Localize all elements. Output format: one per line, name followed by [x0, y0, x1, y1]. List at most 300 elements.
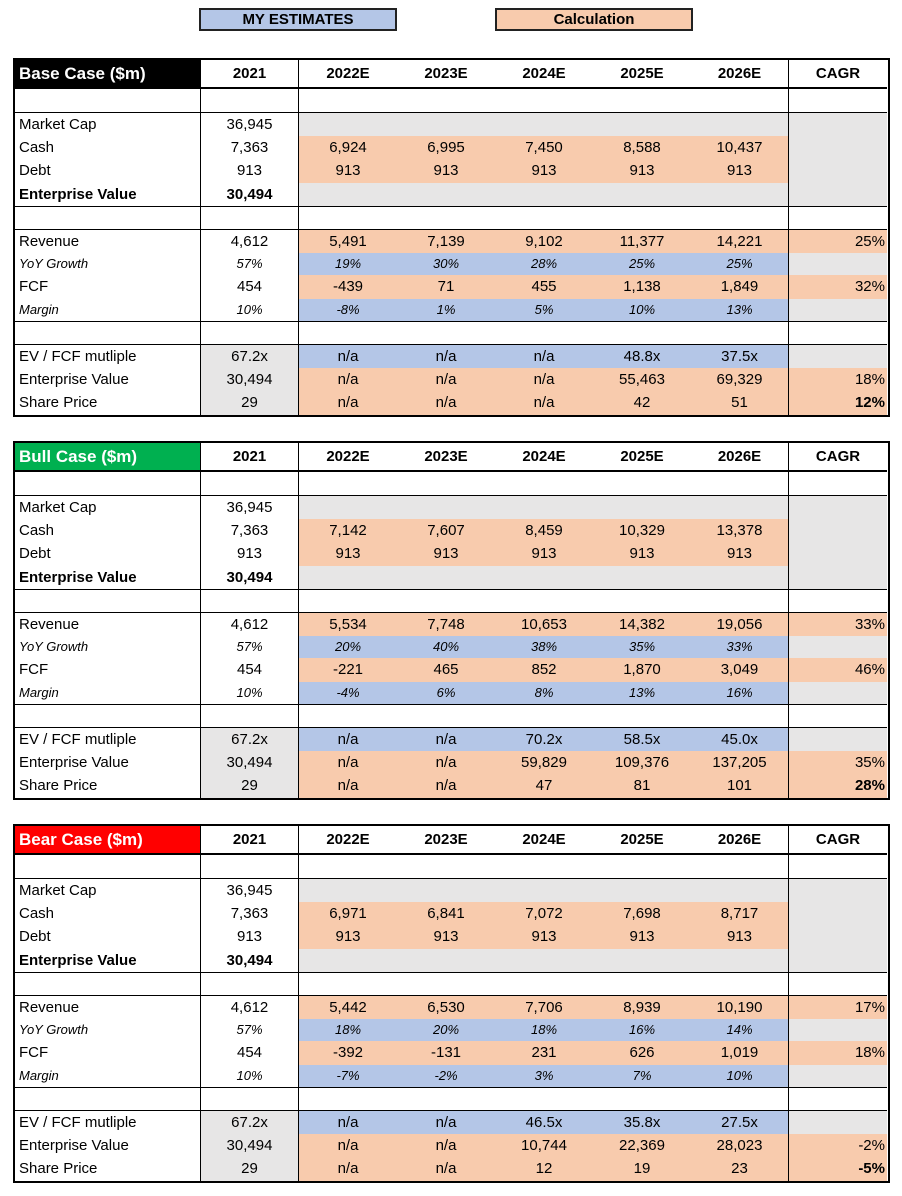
market-cap-label: Market Cap: [15, 495, 201, 519]
revenue-value: 8,939: [593, 995, 691, 1019]
market-cap-value: [593, 878, 691, 902]
enterprise-value-value: n/a: [495, 368, 593, 392]
blank-cell: [495, 89, 593, 112]
blank-cell: [691, 972, 789, 995]
cash-value: 7,450: [495, 136, 593, 160]
yoy-growth-value: 18%: [299, 1019, 397, 1042]
enterprise-value-value: 137,205: [691, 751, 789, 775]
yoy-growth-value: 40%: [397, 636, 495, 659]
enterprise-value-value: n/a: [397, 368, 495, 392]
ev-fcf-multiple-value: 46.5x: [495, 1110, 593, 1134]
yoy-growth-value: 19%: [299, 253, 397, 276]
column-header-2022e: 2022E: [299, 60, 397, 89]
ev-fcf-multiple-value: 67.2x: [201, 344, 299, 368]
legend-calculation: Calculation: [495, 8, 693, 31]
enterprise-value-summary-value: 30,494: [201, 949, 299, 973]
debt-value: 913: [397, 925, 495, 949]
yoy-growth-value: 25%: [691, 253, 789, 276]
enterprise-value-summary-value: [691, 566, 789, 590]
share-price-value: 29: [201, 391, 299, 415]
ev-fcf-multiple-value: n/a: [299, 344, 397, 368]
enterprise-value-summary-cagr: [789, 949, 887, 973]
blank-cell: [593, 589, 691, 612]
enterprise-value-value: 69,329: [691, 368, 789, 392]
blank-cell: [201, 89, 299, 112]
debt-value: 913: [397, 542, 495, 566]
revenue-value: 11,377: [593, 229, 691, 253]
market-cap-label: Market Cap: [15, 112, 201, 136]
debt-cagr: [789, 542, 887, 566]
revenue-label: Revenue: [15, 995, 201, 1019]
section-title: Bull Case ($m): [15, 443, 201, 472]
yoy-growth-value: 20%: [299, 636, 397, 659]
enterprise-value-summary-value: [397, 566, 495, 590]
yoy-growth-cagr: [789, 253, 887, 276]
margin-value: 10%: [201, 682, 299, 705]
blank-cell: [201, 972, 299, 995]
column-header-2021: 2021: [201, 60, 299, 89]
debt-value: 913: [299, 159, 397, 183]
blank-cell: [15, 1087, 201, 1110]
debt-value: 913: [495, 925, 593, 949]
blank-cell: [593, 972, 691, 995]
margin-value: -7%: [299, 1065, 397, 1088]
blank-cell: [789, 704, 887, 727]
debt-value: 913: [691, 159, 789, 183]
yoy-growth-cagr: [789, 636, 887, 659]
market-cap-value: [593, 112, 691, 136]
market-cap-label: Market Cap: [15, 878, 201, 902]
yoy-growth-cagr: [789, 1019, 887, 1042]
column-header-2026e: 2026E: [691, 826, 789, 855]
fcf-value: 852: [495, 658, 593, 682]
share-price-value: 47: [495, 774, 593, 798]
blank-cell: [15, 89, 201, 112]
enterprise-value-summary-cagr: [789, 566, 887, 590]
debt-value: 913: [201, 542, 299, 566]
column-header-2026e: 2026E: [691, 443, 789, 472]
column-header-2025e: 2025E: [593, 443, 691, 472]
blank-cell: [299, 589, 397, 612]
margin-value: 10%: [201, 299, 299, 322]
ev-fcf-multiple-value: n/a: [299, 727, 397, 751]
ev-fcf-multiple-value: 27.5x: [691, 1110, 789, 1134]
enterprise-value-label: Enterprise Value: [15, 368, 201, 392]
debt-value: 913: [593, 159, 691, 183]
blank-cell: [299, 855, 397, 878]
blank-cell: [201, 206, 299, 229]
margin-value: 1%: [397, 299, 495, 322]
debt-value: 913: [201, 159, 299, 183]
share-price-value: 19: [593, 1157, 691, 1181]
debt-value: 913: [397, 159, 495, 183]
enterprise-value-label: Enterprise Value: [15, 751, 201, 775]
blank-cell: [789, 321, 887, 344]
blank-cell: [789, 1087, 887, 1110]
margin-value: 16%: [691, 682, 789, 705]
blank-cell: [593, 89, 691, 112]
blank-cell: [15, 472, 201, 495]
revenue-cagr: 17%: [789, 995, 887, 1019]
debt-value: 913: [691, 542, 789, 566]
blank-cell: [789, 206, 887, 229]
enterprise-value-summary-value: [593, 183, 691, 207]
enterprise-value-summary-label: Enterprise Value: [15, 566, 201, 590]
enterprise-value-summary-value: [299, 183, 397, 207]
ev-fcf-multiple-value: 58.5x: [593, 727, 691, 751]
revenue-value: 5,491: [299, 229, 397, 253]
enterprise-value-label: Enterprise Value: [15, 1134, 201, 1158]
market-cap-value: 36,945: [201, 495, 299, 519]
blank-cell: [299, 704, 397, 727]
blank-cell: [201, 589, 299, 612]
cash-value: 6,971: [299, 902, 397, 926]
yoy-growth-value: 57%: [201, 636, 299, 659]
section-title: Base Case ($m): [15, 60, 201, 89]
column-header-2024e: 2024E: [495, 826, 593, 855]
cash-label: Cash: [15, 136, 201, 160]
share-price-value: n/a: [397, 774, 495, 798]
fcf-value: 1,138: [593, 275, 691, 299]
blank-cell: [201, 1087, 299, 1110]
bull-case-table: [13, 441, 890, 800]
margin-value: 10%: [691, 1065, 789, 1088]
column-header-2024e: 2024E: [495, 443, 593, 472]
yoy-growth-value: 38%: [495, 636, 593, 659]
share-price-value: n/a: [495, 391, 593, 415]
margin-value: -2%: [397, 1065, 495, 1088]
legend-my-estimates: MY ESTIMATES: [199, 8, 397, 31]
enterprise-value-cagr: -2%: [789, 1134, 887, 1158]
debt-value: 913: [593, 925, 691, 949]
market-cap-value: [495, 495, 593, 519]
margin-cagr: [789, 682, 887, 705]
debt-value: 913: [495, 159, 593, 183]
ev-fcf-multiple-cagr: [789, 344, 887, 368]
blank-cell: [397, 89, 495, 112]
ev-fcf-multiple-value: n/a: [299, 1110, 397, 1134]
market-cap-cagr: [789, 112, 887, 136]
column-header-2023e: 2023E: [397, 60, 495, 89]
ev-fcf-multiple-label: EV / FCF mutliple: [15, 1110, 201, 1134]
margin-value: 8%: [495, 682, 593, 705]
revenue-value: 6,530: [397, 995, 495, 1019]
column-header-2021: 2021: [201, 826, 299, 855]
debt-value: 913: [593, 542, 691, 566]
revenue-cagr: 33%: [789, 612, 887, 636]
ev-fcf-multiple-value: 67.2x: [201, 1110, 299, 1134]
ev-fcf-multiple-value: n/a: [397, 344, 495, 368]
enterprise-value-summary-label: Enterprise Value: [15, 183, 201, 207]
blank-cell: [397, 704, 495, 727]
column-header-2023e: 2023E: [397, 826, 495, 855]
market-cap-value: [495, 878, 593, 902]
fcf-value: 1,849: [691, 275, 789, 299]
market-cap-value: [299, 495, 397, 519]
fcf-label: FCF: [15, 275, 201, 299]
ev-fcf-multiple-value: n/a: [397, 727, 495, 751]
fcf-value: 1,870: [593, 658, 691, 682]
market-cap-value: [593, 495, 691, 519]
cash-value: 7,363: [201, 136, 299, 160]
revenue-value: 10,190: [691, 995, 789, 1019]
blank-cell: [593, 855, 691, 878]
margin-value: -4%: [299, 682, 397, 705]
enterprise-value-value: 30,494: [201, 1134, 299, 1158]
yoy-growth-value: 14%: [691, 1019, 789, 1042]
margin-value: 13%: [691, 299, 789, 322]
cash-value: 7,142: [299, 519, 397, 543]
blank-cell: [15, 589, 201, 612]
enterprise-value-summary-value: [397, 183, 495, 207]
enterprise-value-summary-value: 30,494: [201, 566, 299, 590]
enterprise-value-summary-value: [495, 183, 593, 207]
fcf-value: 455: [495, 275, 593, 299]
blank-cell: [495, 972, 593, 995]
ev-fcf-multiple-cagr: [789, 727, 887, 751]
blank-cell: [593, 321, 691, 344]
enterprise-value-value: n/a: [299, 368, 397, 392]
blank-cell: [495, 855, 593, 878]
column-header-2021: 2021: [201, 443, 299, 472]
blank-cell: [397, 855, 495, 878]
share-price-cagr: -5%: [789, 1157, 887, 1181]
enterprise-value-value: 109,376: [593, 751, 691, 775]
ev-fcf-multiple-value: n/a: [397, 1110, 495, 1134]
blank-cell: [299, 321, 397, 344]
blank-cell: [299, 472, 397, 495]
debt-label: Debt: [15, 925, 201, 949]
enterprise-value-summary-cagr: [789, 183, 887, 207]
fcf-value: 454: [201, 1041, 299, 1065]
fcf-value: 1,019: [691, 1041, 789, 1065]
blank-cell: [397, 589, 495, 612]
cash-cagr: [789, 136, 887, 160]
share-price-value: n/a: [397, 391, 495, 415]
blank-cell: [691, 89, 789, 112]
enterprise-value-value: 30,494: [201, 368, 299, 392]
ev-fcf-multiple-value: 45.0x: [691, 727, 789, 751]
blank-cell: [593, 704, 691, 727]
cash-value: 7,607: [397, 519, 495, 543]
debt-value: 913: [691, 925, 789, 949]
revenue-value: 5,442: [299, 995, 397, 1019]
fcf-value: -221: [299, 658, 397, 682]
cash-cagr: [789, 519, 887, 543]
market-cap-value: [397, 878, 495, 902]
cash-value: 8,459: [495, 519, 593, 543]
blank-cell: [789, 89, 887, 112]
fcf-label: FCF: [15, 658, 201, 682]
blank-cell: [15, 206, 201, 229]
enterprise-value-value: 59,829: [495, 751, 593, 775]
share-price-value: 29: [201, 774, 299, 798]
revenue-cagr: 25%: [789, 229, 887, 253]
revenue-value: 7,748: [397, 612, 495, 636]
yoy-growth-value: 16%: [593, 1019, 691, 1042]
cash-label: Cash: [15, 519, 201, 543]
blank-cell: [495, 704, 593, 727]
enterprise-value-value: n/a: [299, 1134, 397, 1158]
enterprise-value-value: 30,494: [201, 751, 299, 775]
margin-value: 13%: [593, 682, 691, 705]
blank-cell: [15, 321, 201, 344]
base-case-table: [13, 58, 890, 417]
column-header-2025e: 2025E: [593, 826, 691, 855]
fcf-value: 454: [201, 275, 299, 299]
column-header-2022e: 2022E: [299, 443, 397, 472]
share-price-value: n/a: [299, 1157, 397, 1181]
blank-cell: [299, 972, 397, 995]
blank-cell: [691, 855, 789, 878]
cash-value: 13,378: [691, 519, 789, 543]
enterprise-value-summary-value: 30,494: [201, 183, 299, 207]
margin-value: 10%: [201, 1065, 299, 1088]
blank-cell: [691, 589, 789, 612]
enterprise-value-value: n/a: [299, 751, 397, 775]
fcf-cagr: 46%: [789, 658, 887, 682]
ev-fcf-multiple-value: 35.8x: [593, 1110, 691, 1134]
margin-cagr: [789, 299, 887, 322]
blank-cell: [15, 704, 201, 727]
revenue-value: 10,653: [495, 612, 593, 636]
ev-fcf-multiple-value: 70.2x: [495, 727, 593, 751]
fcf-value: 454: [201, 658, 299, 682]
revenue-value: 7,139: [397, 229, 495, 253]
market-cap-value: [397, 112, 495, 136]
fcf-cagr: 32%: [789, 275, 887, 299]
revenue-label: Revenue: [15, 612, 201, 636]
share-price-value: 101: [691, 774, 789, 798]
fcf-value: -439: [299, 275, 397, 299]
blank-cell: [397, 1087, 495, 1110]
share-price-value: 51: [691, 391, 789, 415]
blank-cell: [397, 972, 495, 995]
ev-fcf-multiple-value: 48.8x: [593, 344, 691, 368]
column-header-cagr: CAGR: [789, 443, 887, 472]
blank-cell: [789, 972, 887, 995]
enterprise-value-value: n/a: [397, 751, 495, 775]
ev-fcf-multiple-value: n/a: [495, 344, 593, 368]
fcf-value: -392: [299, 1041, 397, 1065]
revenue-value: 4,612: [201, 612, 299, 636]
enterprise-value-summary-value: [299, 566, 397, 590]
section-title: Bear Case ($m): [15, 826, 201, 855]
ev-fcf-multiple-label: EV / FCF mutliple: [15, 344, 201, 368]
market-cap-value: [495, 112, 593, 136]
column-header-cagr: CAGR: [789, 60, 887, 89]
blank-cell: [789, 855, 887, 878]
margin-value: 5%: [495, 299, 593, 322]
enterprise-value-summary-value: [495, 949, 593, 973]
enterprise-value-value: n/a: [397, 1134, 495, 1158]
revenue-value: 9,102: [495, 229, 593, 253]
blank-cell: [299, 206, 397, 229]
blank-cell: [495, 472, 593, 495]
fcf-value: 231: [495, 1041, 593, 1065]
cash-label: Cash: [15, 902, 201, 926]
market-cap-value: [691, 495, 789, 519]
column-header-2024e: 2024E: [495, 60, 593, 89]
yoy-growth-value: 57%: [201, 1019, 299, 1042]
margin-cagr: [789, 1065, 887, 1088]
cash-value: 8,588: [593, 136, 691, 160]
revenue-value: 7,706: [495, 995, 593, 1019]
yoy-growth-value: 20%: [397, 1019, 495, 1042]
cash-cagr: [789, 902, 887, 926]
fcf-value: 71: [397, 275, 495, 299]
blank-cell: [397, 206, 495, 229]
blank-cell: [593, 1087, 691, 1110]
cash-value: 6,841: [397, 902, 495, 926]
yoy-growth-label: YoY Growth: [15, 636, 201, 659]
margin-label: Margin: [15, 299, 201, 322]
enterprise-value-summary-value: [691, 949, 789, 973]
margin-value: 10%: [593, 299, 691, 322]
share-price-value: 12: [495, 1157, 593, 1181]
revenue-label: Revenue: [15, 229, 201, 253]
market-cap-value: 36,945: [201, 878, 299, 902]
blank-cell: [691, 321, 789, 344]
blank-cell: [397, 321, 495, 344]
cash-value: 6,995: [397, 136, 495, 160]
bear-case-table: [13, 824, 890, 1183]
yoy-growth-value: 28%: [495, 253, 593, 276]
margin-label: Margin: [15, 682, 201, 705]
debt-label: Debt: [15, 542, 201, 566]
blank-cell: [691, 472, 789, 495]
share-price-cagr: 12%: [789, 391, 887, 415]
yoy-growth-value: 18%: [495, 1019, 593, 1042]
margin-label: Margin: [15, 1065, 201, 1088]
enterprise-value-summary-label: Enterprise Value: [15, 949, 201, 973]
debt-value: 913: [299, 542, 397, 566]
market-cap-value: [299, 112, 397, 136]
blank-cell: [495, 206, 593, 229]
cash-value: 7,698: [593, 902, 691, 926]
yoy-growth-value: 33%: [691, 636, 789, 659]
yoy-growth-value: 57%: [201, 253, 299, 276]
blank-cell: [789, 589, 887, 612]
cash-value: 6,924: [299, 136, 397, 160]
ev-fcf-multiple-value: 37.5x: [691, 344, 789, 368]
market-cap-cagr: [789, 878, 887, 902]
enterprise-value-value: 28,023: [691, 1134, 789, 1158]
debt-cagr: [789, 159, 887, 183]
margin-value: -8%: [299, 299, 397, 322]
share-price-value: n/a: [299, 391, 397, 415]
blank-cell: [495, 321, 593, 344]
blank-cell: [15, 972, 201, 995]
yoy-growth-label: YoY Growth: [15, 253, 201, 276]
revenue-value: 14,382: [593, 612, 691, 636]
revenue-value: 4,612: [201, 229, 299, 253]
share-price-value: n/a: [299, 774, 397, 798]
share-price-value: n/a: [397, 1157, 495, 1181]
cash-value: 8,717: [691, 902, 789, 926]
share-price-value: 42: [593, 391, 691, 415]
blank-cell: [201, 472, 299, 495]
enterprise-value-value: 22,369: [593, 1134, 691, 1158]
debt-value: 913: [495, 542, 593, 566]
revenue-value: 14,221: [691, 229, 789, 253]
yoy-growth-value: 35%: [593, 636, 691, 659]
cash-value: 10,437: [691, 136, 789, 160]
column-header-2025e: 2025E: [593, 60, 691, 89]
enterprise-value-summary-value: [593, 949, 691, 973]
fcf-value: 3,049: [691, 658, 789, 682]
enterprise-value-summary-value: [299, 949, 397, 973]
